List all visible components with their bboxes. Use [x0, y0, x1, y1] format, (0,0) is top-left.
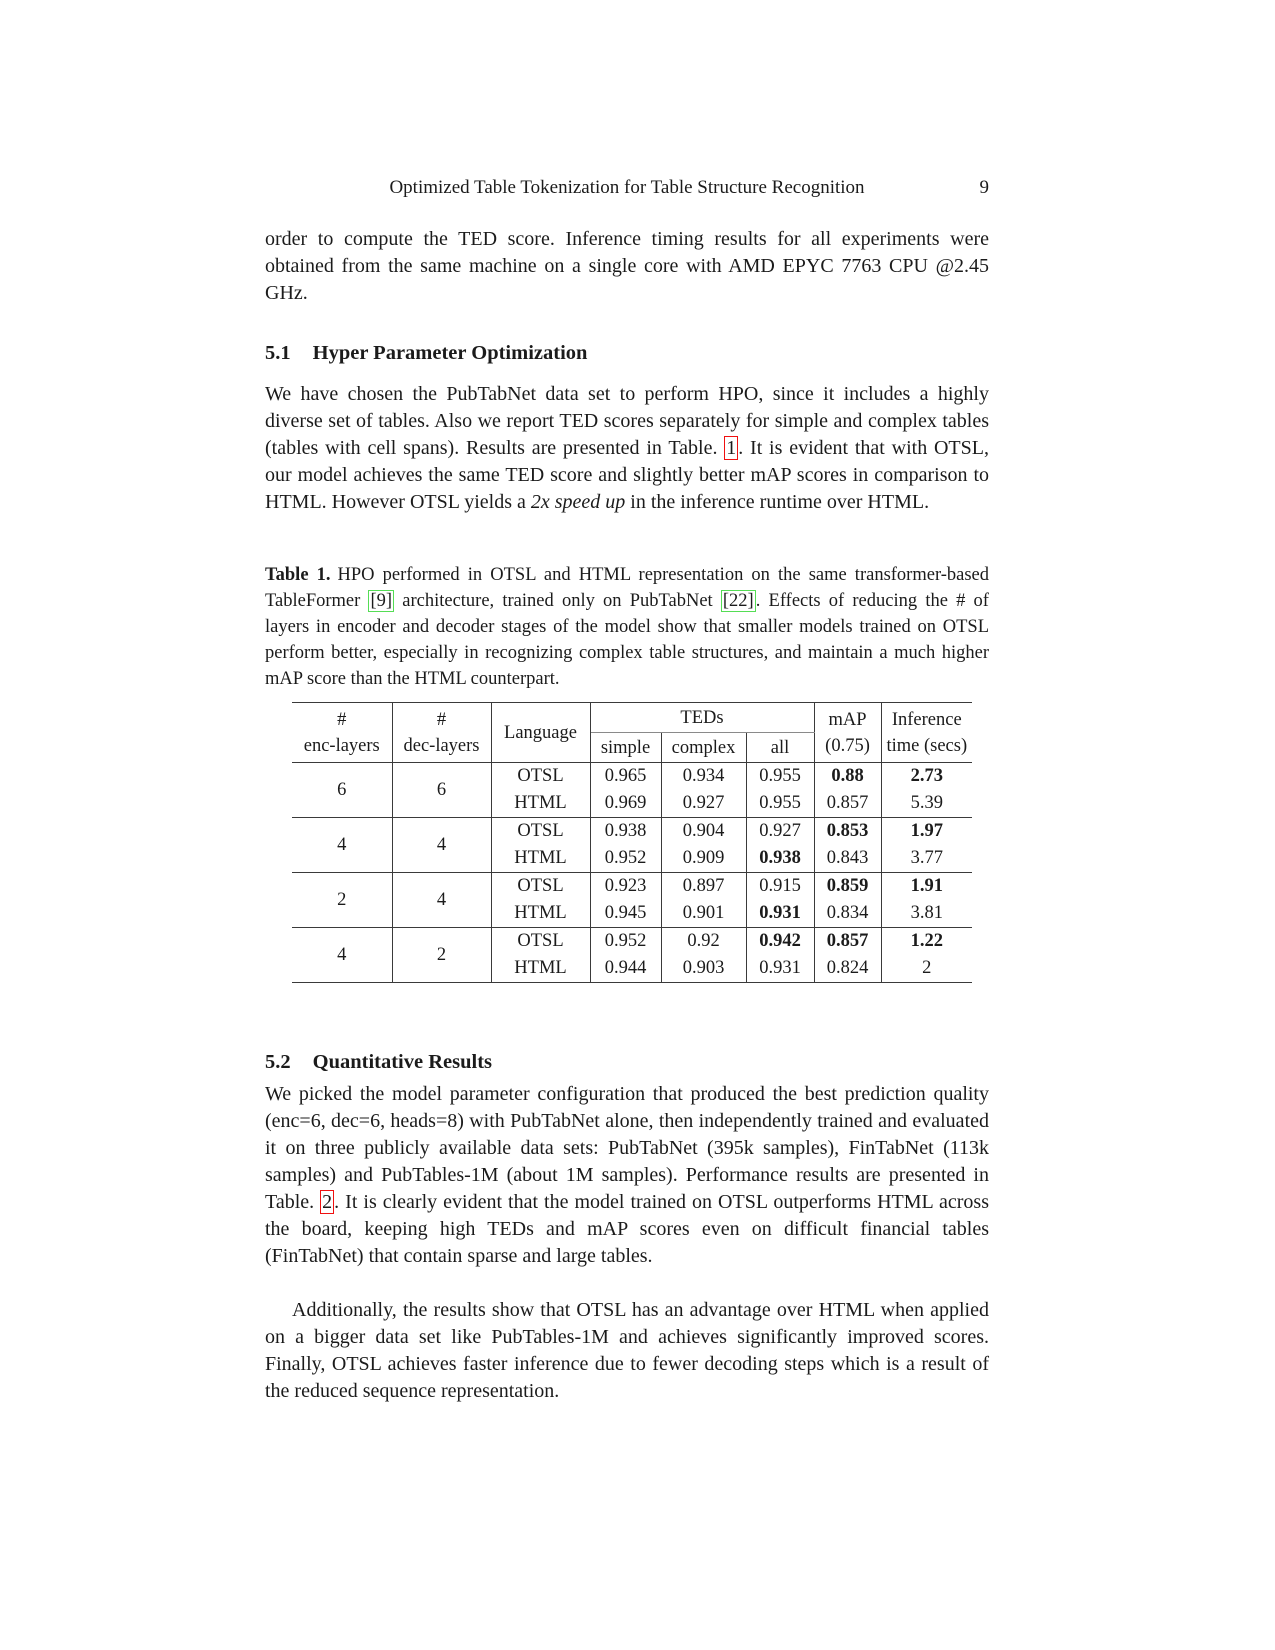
- col-header-inference-time: Inference time (secs): [881, 703, 972, 763]
- section-heading-5-2: [265, 1051, 989, 1074]
- cell-enc: 6: [292, 763, 392, 818]
- cell-teds-complex: 0.901: [661, 900, 746, 928]
- cell-teds-simple: 0.952: [590, 928, 661, 956]
- cell-inference-time: 5.39: [881, 790, 972, 818]
- cell-enc: 4: [292, 818, 392, 873]
- cell-language: OTSL: [491, 928, 590, 956]
- text-segment: . Effects of reducing the # of layers in encoder and decoder stages of the model show that smaller models trained on OTSL perform better, especially in recognizing complex table structures, and maintain a much higher mAP score than the HTML counterpart.: [265, 591, 989, 689]
- cell-inference-time: 2: [922, 958, 932, 978]
- table-caption: [265, 562, 989, 692]
- cell-map: 0.857: [814, 790, 881, 818]
- running-head: [265, 177, 989, 203]
- section-number: 5.1: [265, 342, 291, 364]
- cell-dec: 2: [392, 928, 491, 983]
- text-segment: 2x speed up: [530, 491, 626, 513]
- paragraph-intro: [265, 226, 989, 307]
- running-head-title: Optimized Table Tokenization for Table Structure Recognition: [389, 177, 865, 198]
- cell-enc: 2: [292, 873, 392, 928]
- cell-dec: 4: [392, 818, 491, 873]
- cell-language: HTML: [491, 790, 590, 818]
- cell-teds-complex: 0.934: [661, 763, 746, 791]
- cell-teds-all: 0.955: [746, 763, 814, 791]
- cell-inference-time: 3.81: [881, 900, 972, 928]
- col-header-teds-all: all: [746, 733, 814, 763]
- section-title: Hyper Parameter Optimization: [312, 342, 588, 364]
- col-header-language: Language: [491, 703, 590, 763]
- text-segment: order to compute the TED score. Inference timing results for all experiments were obtained from the same machine on a single core with AMD EPYC 7763 CPU @2.45 GHz.: [265, 228, 989, 304]
- cell-teds-complex: 0.92: [661, 928, 746, 956]
- paragraph-5-2b: [265, 1297, 989, 1405]
- section-title: Quantitative Results: [312, 1051, 492, 1073]
- cell-inference-time: 1.97: [910, 821, 943, 841]
- table-row: [292, 873, 972, 901]
- section-heading-5-1: [265, 342, 989, 365]
- cell-teds-complex: 0.903: [661, 955, 746, 983]
- cell-teds-all: 0.931: [746, 900, 814, 928]
- table-row: [292, 763, 972, 791]
- col-header-dec-layers: # dec-layers: [392, 703, 491, 763]
- citation-link[interactable]: [9]: [370, 591, 393, 611]
- text-segment: . It is evident that with OTSL, our model achieves the same TED score and slightly better mAP scores in comparison to HTML. However OTSL yields a: [265, 437, 989, 513]
- cell-language: HTML: [491, 955, 590, 983]
- cell-inference-time: 2.73: [910, 766, 943, 786]
- cell-teds-complex: 0.904: [661, 818, 746, 846]
- cell-teds-all: 0.927: [746, 818, 814, 846]
- cell-teds-complex: 0.927: [661, 790, 746, 818]
- cell-teds-complex: 0.909: [661, 845, 746, 873]
- table-ref-link[interactable]: 1: [726, 437, 737, 459]
- cell-map: 0.88: [814, 763, 881, 791]
- cell-teds-simple: 0.944: [590, 955, 661, 983]
- page-number: 9: [979, 177, 989, 198]
- cell-enc: 4: [292, 928, 392, 983]
- cell-map: 0.853: [814, 818, 881, 846]
- cell-teds-simple: 0.952: [590, 845, 661, 873]
- cell-teds-all: 0.931: [746, 955, 814, 983]
- text-segment: architecture, trained only on PubTabNet: [394, 591, 721, 611]
- table-row: [292, 928, 972, 956]
- citation-link[interactable]: [22]: [722, 591, 754, 611]
- text-segment: We picked the model parameter configuration that produced the best prediction quality (enc=6, dec=6, heads=8) with PubTabNet alone, then independently trained and evaluated it on three publicly available data sets: PubTabNet (395k samples), FinTabNet (113k samples) and PubTables-1M (about 1M samples). Performance results are presented in Table.: [265, 1083, 989, 1213]
- text-segment: Additionally, the results show that OTSL has an advantage over HTML when applied on a bigger data set like PubTables-1M and achieves significantly improved scores. Finally, OTSL achieves faster inference due to fewer decoding steps which is a result of the reduced sequence representation.: [265, 1299, 989, 1402]
- col-header-map: mAP (0.75): [814, 703, 881, 763]
- table-header-row-1: [292, 703, 972, 733]
- cell-dec: 4: [392, 873, 491, 928]
- cell-map: 0.857: [814, 928, 881, 956]
- text-segment: in the inference runtime over HTML.: [625, 491, 930, 513]
- paragraph-5-2a: [265, 1081, 989, 1270]
- cell-teds-all: 0.938: [746, 845, 814, 873]
- cell-teds-simple: 0.969: [590, 790, 661, 818]
- cell-map: 0.834: [814, 900, 881, 928]
- cell-map: 0.859: [814, 873, 881, 901]
- col-header-teds-complex: complex: [661, 733, 746, 763]
- cell-teds-simple: 0.965: [590, 763, 661, 791]
- cell-inference-time: 1.22: [910, 931, 943, 951]
- col-header-enc-layers: # enc-layers: [292, 703, 392, 763]
- col-header-teds: TEDs: [590, 703, 814, 733]
- cell-inference-time: 1.91: [910, 876, 943, 896]
- cell-inference-time: 3.77: [881, 845, 972, 873]
- text-segment: We have chosen the PubTabNet data set to perform HPO, since it includes a highly diverse set of tables. Also we report TED scores separately for simple and complex tables (tables with cell spans). Results are presented in Table.: [265, 383, 989, 459]
- text-segment: HPO performed in OTSL and HTML representation on the same transformer-based TableFormer: [265, 565, 990, 611]
- cell-teds-simple: 0.923: [590, 873, 661, 901]
- text-segment: . It is clearly evident that the model trained on OTSL outperforms HTML across the board, keeping high TEDs and mAP scores even on difficult financial tables (FinTabNet) that contain sparse and large tables.: [265, 1191, 989, 1267]
- cell-map: 0.843: [814, 845, 881, 873]
- cell-teds-all: 0.915: [746, 873, 814, 901]
- paragraph-5-1: [265, 381, 989, 516]
- cell-teds-complex: 0.897: [661, 873, 746, 901]
- cell-dec: 6: [392, 763, 491, 818]
- text-segment: Table 1.: [265, 565, 331, 585]
- cell-language: OTSL: [491, 818, 590, 846]
- cell-language: HTML: [491, 845, 590, 873]
- results-table: [292, 702, 972, 983]
- cell-language: OTSL: [491, 763, 590, 791]
- cell-teds-simple: 0.945: [590, 900, 661, 928]
- cell-language: OTSL: [491, 873, 590, 901]
- section-number: 5.2: [265, 1051, 291, 1073]
- table-ref-link[interactable]: 2: [322, 1191, 333, 1213]
- cell-teds-simple: 0.938: [590, 818, 661, 846]
- cell-teds-all: 0.955: [746, 790, 814, 818]
- cell-map: 0.824: [814, 955, 881, 983]
- cell-language: HTML: [491, 900, 590, 928]
- col-header-teds-simple: simple: [590, 733, 661, 763]
- table-row: [292, 818, 972, 846]
- cell-teds-all: 0.942: [746, 928, 814, 956]
